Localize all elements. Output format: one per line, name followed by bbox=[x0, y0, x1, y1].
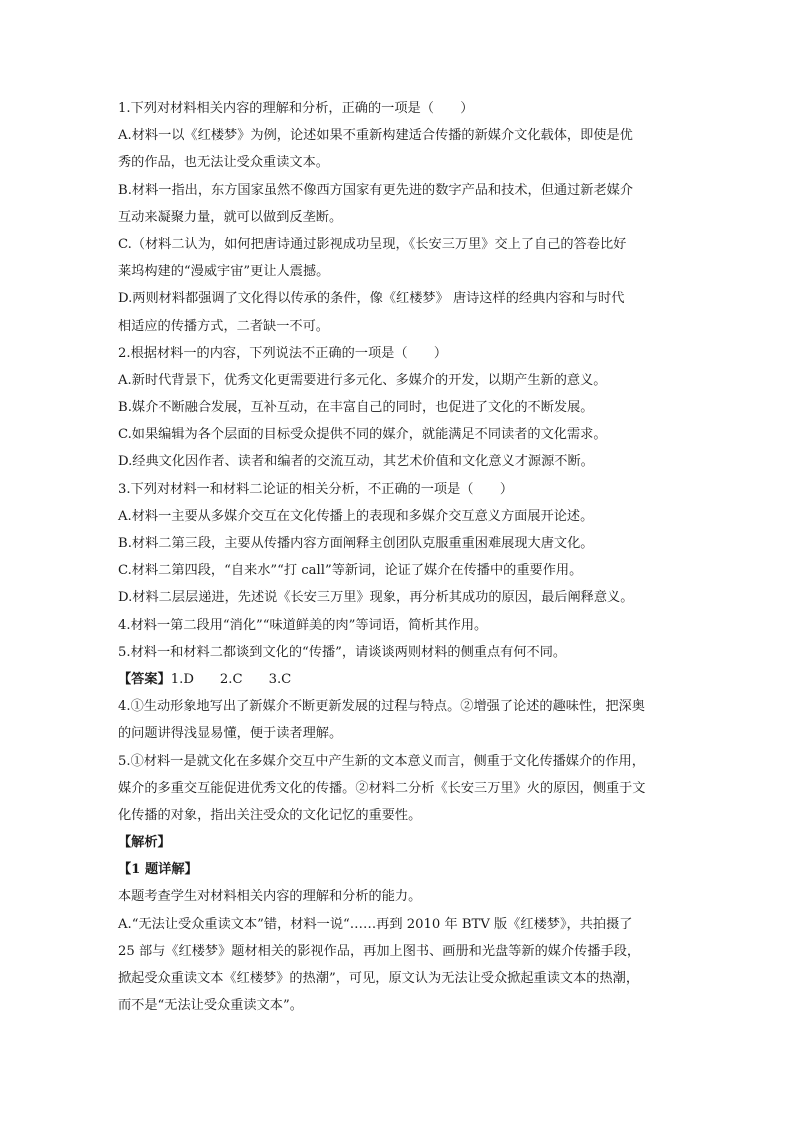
question-1-option-d: D.两则材料都强调了文化得以传承的条件，像《红楼梦》 唐诗这样的经典内容和与时代 bbox=[118, 291, 625, 307]
question-5: 5.材料一和材料二都谈到文化的“传播”，请谈谈两则材料的侧重点有何不同。 bbox=[118, 644, 567, 660]
analysis-label: 【解析】 bbox=[118, 835, 171, 851]
question-1: 1.下列对材料相关内容的理解和分析，正确的一项是（ ） bbox=[118, 101, 474, 116]
question-3-option-d: D.材料二层层递进，先述说《长安三万里》现象，再分析其成功的原因，最后阐释意义。 bbox=[118, 590, 634, 606]
question-4: 4.材料一第二段用“消化”“味道鲜美的肉”等词语，简析其作用。 bbox=[118, 617, 488, 633]
question-1-option-c: C.（材料二认为，如何把唐诗通过影视成功呈现，《长安三万里》交上了自己的答卷比好 bbox=[118, 236, 627, 252]
answer-4-cont: 的问题讲得浅显易懂，便于读者理解。 bbox=[118, 726, 343, 742]
analysis-intro: 本题考查学生对材料相关内容的理解和分析的能力。 bbox=[118, 889, 422, 905]
answer-5-cont-1: 媒介的多重交互能促进优秀文化的传播。②材料二分析《长安三万里》火的原因，侧重于文 bbox=[118, 780, 646, 796]
question-3: 3.下列对材料一和材料二论证的相关分析，不正确的一项是（ ） bbox=[118, 481, 514, 497]
question-3-option-c: C.材料二第四段，“自来水”“打 call”等新词，论证了媒介在传播中的重要作用。 bbox=[118, 563, 583, 579]
question-2-option-d: D.经典文化因作者、读者和编者的交流互动，其艺术价值和文化意义才源源不断。 bbox=[118, 454, 594, 470]
answer-3: 3.C bbox=[268, 671, 292, 687]
question-3-option-a: A.材料一主要从多媒介交互在文化传播上的表现和多媒介交互意义方面展开论述。 bbox=[118, 508, 594, 524]
answer-line bbox=[118, 666, 688, 693]
analysis-a-4: 而不是“无法让受众重读文本”。 bbox=[118, 998, 303, 1014]
question-1-option-c-cont: 莱坞构建的“漫威宇宙”更让人震撼。 bbox=[118, 264, 330, 280]
detail-label: 【1 题详解】 bbox=[118, 862, 198, 878]
question-1-option-d-cont: 相适应的传播方式，二者缺一不可。 bbox=[118, 318, 329, 334]
analysis-a-1: A.“无法让受众重读文本”错，材料一说“……再到 2010 年 BTV 版《红楼梦》，共拍摄了 bbox=[118, 916, 633, 932]
answer-4: 4.①生动形象地写出了新媒介不断更新发展的过程与特点。②增强了论述的趣味性，把深奥 bbox=[118, 699, 645, 715]
question-2-option-a: A.新时代背景下，优秀文化更需要进行多元化、多媒介的开发，以期产生新的意义。 bbox=[118, 372, 607, 388]
analysis-a-3: 掀起受众重读文本《红楼梦》的热潮”，可见，原文认为无法让受众掀起重读文本的热潮， bbox=[118, 971, 640, 986]
document-page bbox=[118, 95, 688, 1019]
answer-1: 1.D bbox=[170, 671, 194, 687]
question-2-option-c: C.如果编辑为各个层面的目标受众提供不同的媒介，就能满足不同读者的文化需求。 bbox=[118, 427, 607, 443]
answer-5-cont-2: 化传播的对象，指出关注受众的文化记忆的重要性。 bbox=[118, 807, 422, 823]
question-1-option-a: A.材料一以《红楼梦》为例，论述如果不重新构建适合传播的新媒介文化载体，即使是优 bbox=[118, 128, 633, 144]
question-1-option-a-cont: 秀的作品，也无法让受众重读文本。 bbox=[118, 155, 329, 171]
question-1-option-b-cont: 互动来凝聚力量，就可以做到反垄断。 bbox=[118, 209, 343, 225]
question-2: 2.根据材料一的内容，下列说法不正确的一项是（ ） bbox=[118, 345, 448, 361]
question-2-option-b: B.媒介不断融合发展，互补互动，在丰富自己的同时，也促进了文化的不断发展。 bbox=[118, 400, 594, 416]
question-1-option-b: B.材料一指出，东方国家虽然不像西方国家有更先进的数字产品和技术，但通过新老媒介 bbox=[118, 182, 634, 198]
answer-2: 2.C bbox=[219, 671, 243, 687]
question-3-option-b: B.材料二第三段，主要从传播内容方面阐释主创团队克服重重困难展现大唐文化。 bbox=[118, 536, 594, 551]
answer-label: 【答案】 bbox=[118, 671, 171, 687]
analysis-a-2: 25 部与《红楼梦》题材相关的影视作品，再加上图书、画册和光盘等新的媒介传播手段， bbox=[118, 943, 641, 959]
answer-5: 5.①材料一是就文化在多媒介交互中产生新的文本意义而言，侧重于文化传播媒介的作用， bbox=[118, 753, 645, 769]
